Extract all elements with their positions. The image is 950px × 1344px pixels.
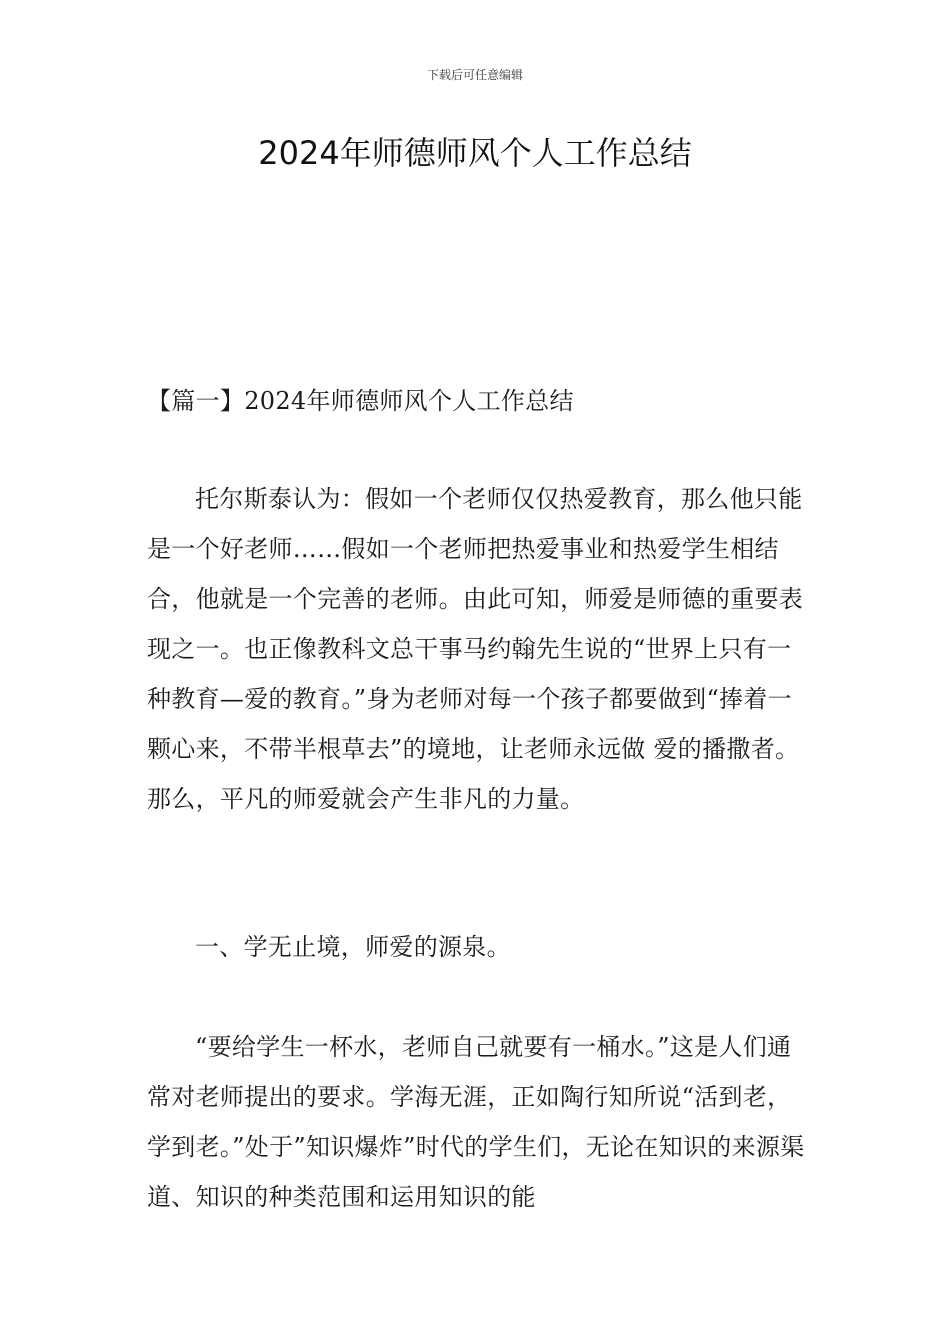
section-label: 【篇一】2024年师德师风个人工作总结 — [147, 387, 574, 415]
paragraph-intro: 托尔斯泰认为：假如一个老师仅仅热爱教育，那么他只能是一个好老师……假如一个老师把热爱事业和热爱学生相结合，他就是一个完善的老师。由此可知，师爱是师德的重要表现之一。也正像教科文总干事马约翰先生说的“世界上只有一种教育—爱的教育。”身为老师对每一个孩子都要做到“捧着一颗心来，不带半根草去”的境地，让老师永远做 爱的播撒者。那么，平凡的师爱就会产生非凡的力量。 — [147, 485, 804, 813]
header-note: 下载后可任意编辑 — [426, 68, 523, 82]
paragraph-2: “要给学生一杯水，老师自己就要有一桶水。”这是人们通常对老师提出的要求。学海无涯，正如陶行知所说“活到老，学到老。”处于”知识爆炸”时代的学生们，无论在知识的来源渠道、知识的种类范围和运用知识的能 — [147, 1033, 805, 1211]
section-heading-1: 一、学无止境，师爱的源泉。 — [195, 933, 511, 961]
document-title: 2024年师德师风个人工作总结 — [258, 134, 692, 172]
